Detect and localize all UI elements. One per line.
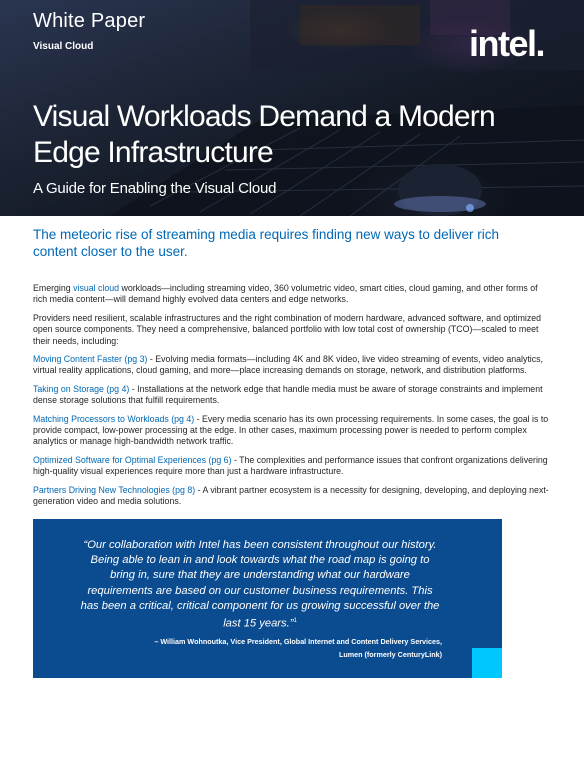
intel-logo: intel.	[469, 23, 545, 64]
section-description: - Installations at the network edge that handle media must be aware of storage constraints and implement dense storage solutions that fulfill requirements.	[33, 383, 543, 406]
customer-quote	[80, 538, 440, 632]
section-description: - Every media scenario has its own processing requirements. In some cases, the goal is to provide compact, low-power processing at the edge. In other cases, maximum processing power is needed to perform complex analytics or manage high-bandwidth network traffic.	[33, 413, 549, 447]
section-item-software	[33, 455, 553, 478]
intro-paragraph-2: Providers need resilient, scalable infrastructures and the right combination of modern hardware, advanced software, and optimized open source components. They need a comprehensive, balanced portfolio with low total cost of ownership (TCO)—scaled to meet their needs, including:	[33, 312, 542, 346]
lead-statement: The meteoric rise of streaming media requires finding new ways to deliver rich content closer to the user.	[33, 227, 499, 259]
section-item-moving-content	[33, 354, 553, 377]
footnote-marker: 1	[293, 618, 297, 625]
processors-link[interactable]: Matching Processors to Workloads (pg 4)	[33, 413, 195, 424]
moving-content-link[interactable]: Moving Content Faster (pg 3)	[33, 354, 148, 365]
section-description: - Evolving media formats—including 4K and 8K video, live video streaming of events, video analytics, virtual reality applications, cloud gaming, and more—place increasing demands on storage, network, and distribution platforms.	[33, 354, 543, 376]
partners-link[interactable]: Partners Driving New Technologies (pg 8)	[33, 484, 196, 495]
software-link[interactable]: Optimized Software for Optimal Experiences (pg 6)	[33, 454, 232, 465]
intro-text: workloads—including streaming video, 360 volumetric video, smart cities, cloud gaming, and other forms of rich media content—will demand highly evolved data centers and edge networks.	[33, 283, 538, 305]
section-item-processors	[33, 414, 553, 448]
section-description: - The complexities and performance issues that confront organizations delivering high-quality visual experiences require more than just a hardware infrastructure.	[33, 454, 548, 477]
body-content	[33, 283, 553, 515]
quote-body: “Our collaboration with Intel has been consistent throughout our history. Being able to lean in and look towards what the road map is going to bring in, sure that they are understanding what our hardware requirements are based on our customer business requirements. This has been a critical, critical component for us growing successful over the last 15 years.”	[80, 539, 440, 630]
quote-attribution	[100, 636, 442, 662]
intro-text: Emerging	[33, 283, 74, 293]
intro-paragraph-1	[33, 283, 553, 306]
section-description: - A vibrant partner ecosystem is a necessity for designing, developing, and deploying next-generation video and media solutions.	[33, 484, 549, 507]
page-title: Visual Workloads Demand a Modern Edge Infrastructure	[33, 100, 495, 169]
attribution-line-2: Lumen (formerly CenturyLink)	[338, 649, 442, 659]
visual-cloud-link[interactable]: visual cloud	[73, 283, 120, 293]
category-label: Visual Cloud	[33, 41, 94, 52]
attribution-line-1: – William Wohnoutka, Vice President, Global Internet and Content Delivery Services,	[154, 637, 442, 646]
page-subtitle: A Guide for Enabling the Visual Cloud	[33, 180, 277, 197]
storage-link[interactable]: Taking on Storage (pg 4)	[33, 383, 130, 394]
quote-accent-square	[472, 648, 502, 678]
document-type-label: White Paper	[33, 10, 146, 32]
section-item-partners	[33, 485, 553, 508]
section-item-storage	[33, 384, 553, 407]
hero-banner	[0, 0, 584, 216]
